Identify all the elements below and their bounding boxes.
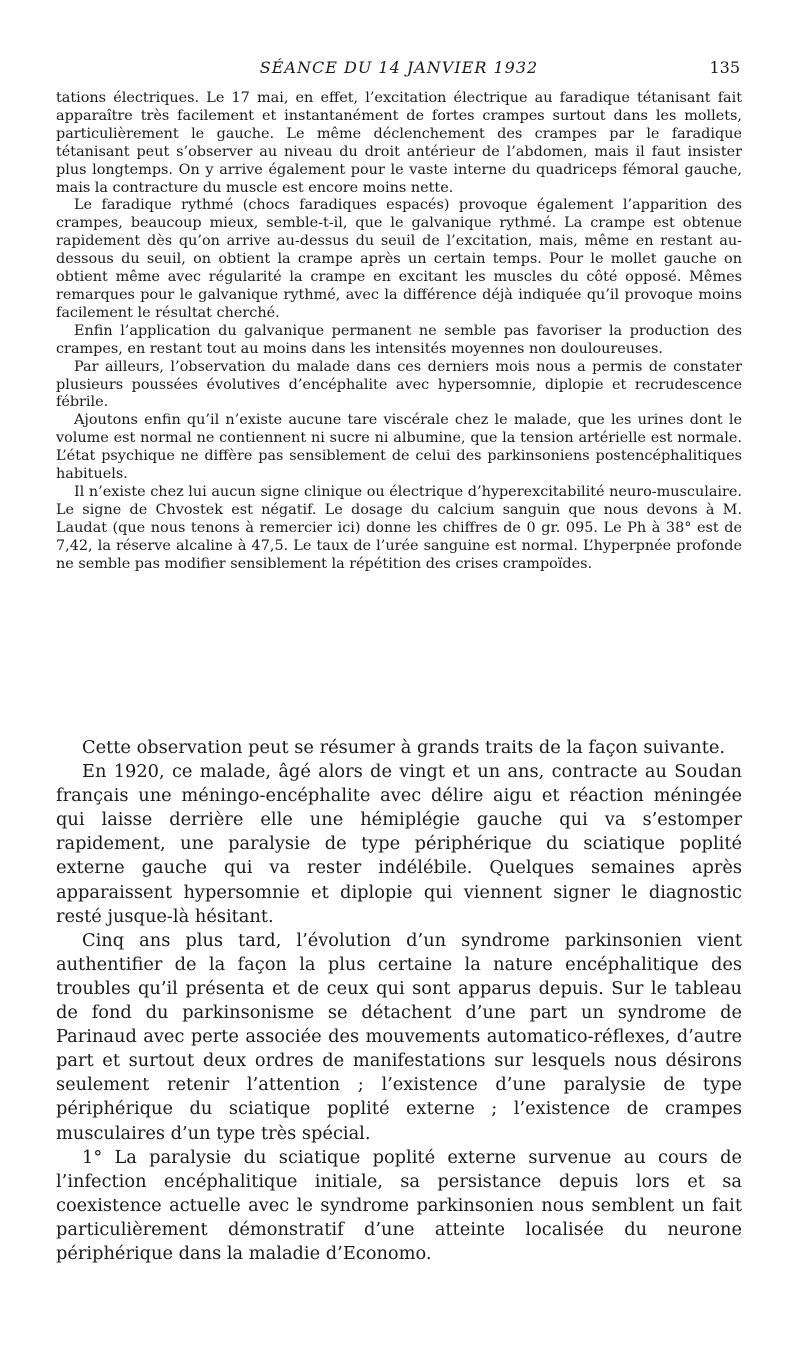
paragraph-visceral: Ajoutons enfin qu’il n’existe aucune tare viscérale chez le malade, que les urines dont le volume est normal ne contiennent ni sucre ni albumine, que la tension artérielle est normale. L’état psychique ne diffère pas sensiblement de celui des parkinsoniens postencéphalitiques habituels. bbox=[56, 412, 742, 483]
running-head: SÉANCE DU 14 JANVIER 1932 bbox=[259, 58, 539, 77]
paragraph-galvanic-permanent: Enfin l’application du galvanique permanent ne semble pas favoriser la production des crampes, en restant tout au moins dans les intensités moyennes non douloureuses. bbox=[56, 322, 742, 357]
paragraph-observation: Par ailleurs, l’observation du malade dans ces derniers mois nous a permis de constater plusieurs poussées évolutives d’encéphalite avec hypersomnie, diplopie et recrudescence fébrile. bbox=[56, 358, 742, 411]
paragraph-electrical-excitation: tations électriques. Le 17 mai, en effet, l’excitation électrique au faradique tétanisant fait apparaître très facilement et instantanément de fortes crampes surtout dans les mollets, particulièrement le gauche. Le même déclenchement des crampes par le faradique tétanisant peut s’observer au niveau du droit antérieur de l’abdomen, mais il faut insister plus longtemps. On y arrive également pour le vaste interne du quadriceps fémoral gauche, mais la contracture du muscle est encore moins nette. bbox=[56, 90, 742, 196]
summary-section bbox=[56, 736, 742, 1266]
paragraph-summary-intro: Cette observation peut se résumer à grands traits de la façon suivante. bbox=[82, 737, 726, 758]
paragraph-sciatic-paralysis: 1° La paralysie du sciatique poplité externe survenue au cours de l’infection encéphalitique initiale, sa persistance depuis lors et sa coexistence actuelle avec le syndrome parkinsonien nous semblent un fait particulièrement démonstratif d’une atteinte localisée du neurone périphérique dans la maladie d’Economo. bbox=[56, 1146, 742, 1264]
page-number: 135 bbox=[709, 58, 740, 77]
paragraph-history-1920: En 1920, ce malade, âgé alors de vingt et un ans, contracte au Soudan français une méningo-encéphalite avec délire aigu et réaction méningée qui laisse derrière elle une hémiplégie gauche qui va s’estomper rapidement, une paralysie de type périphérique du sciatique poplité externe gauche qui va rester indélébile. Quelques semaines après apparaissent hypersomnie et diplopie qui viennent signer le diagnostic resté jusque-là hésitant. bbox=[56, 761, 742, 927]
paragraph-hyperexcitability: Il n’existe chez lui aucun signe clinique ou électrique d’hyperexcitabilité neuro-musculaire. Le signe de Chvostek est négatif. Le dosage du calcium sanguin que nous devons à M. Laudat (que nous tenons à remercier ici) donne les chiffres de 0 gr. 095. Le Ph à 38° est de 7,42, la réserve alcaline à 47,5. Le taux de l’urée sanguine est normal. L’hyperpnée profonde ne semble pas modifier sensiblement la répétition des crises crampoïdes. bbox=[56, 483, 742, 572]
page-header bbox=[58, 58, 740, 82]
small-print-section bbox=[56, 90, 742, 573]
paragraph-parkinsonian: Cinq ans plus tard, l’évolution d’un syndrome parkinsonien vient authentifier de la façon la plus certaine la nature encéphalitique des troubles qu’il présenta et de ceux qui sont apparus depuis. Sur le tableau de fond du parkinsonisme se détachent d’une part un syndrome de Parinaud avec perte associée des mouvements automatico-réflexes, d’autre part et surtout deux ordres de manifestations sur lesquels nous désirons seulement retenir l’attention ; l’existence d’une paralysie de type périphérique du sciatique poplité externe ; l’existence de crampes musculaires d’un type très spécial. bbox=[56, 929, 742, 1144]
paragraph-faradic-rhythm: Le faradique rythmé (chocs faradiques espacés) provoque également l’apparition des crampes, beaucoup mieux, semble-t-il, que le galvanique rythmé. La crampe est obtenue rapidement dès qu’on arrive au-dessus du seuil de l’excitation, mais, même en restant au-dessous du seuil, on obtient la crampe après un certain temps. Pour le mollet gauche on obtient même avec régularité la crampe en excitant les muscles du côté opposé. Mêmes remarques pour le galvanique rythmé, avec la différence déjà indiquée qu’il provoque moins facilement le résultat cherché. bbox=[56, 197, 742, 321]
